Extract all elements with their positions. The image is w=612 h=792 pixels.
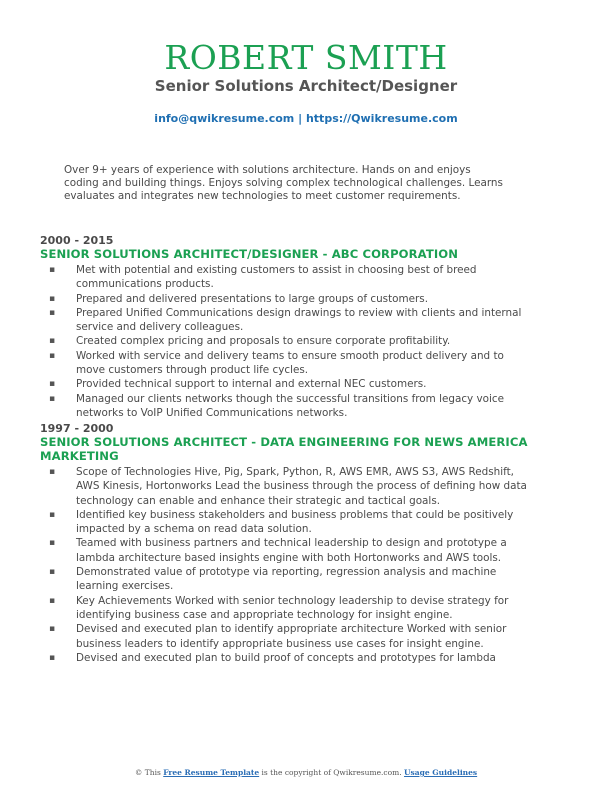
bullet-icon: ▪ xyxy=(49,393,56,404)
job-title: SENIOR SOLUTIONS ARCHITECT - DATA ENGINEERING FOR NEWS AMERICA MARKETING xyxy=(40,435,528,463)
bullet-item: ▪ Provided technical support to internal and external NEC customers. xyxy=(49,378,427,391)
website-link[interactable]: https://Qwikresume.com xyxy=(305,112,458,125)
bullet-item: ▪ Met with potential and existing customers to assist in choosing best of breed communications products. xyxy=(49,264,477,291)
bullet-item: ▪ Devised and executed plan to identify appropriate architecture Worked with senior business leaders to identify appropriate business use cases for insight engine. xyxy=(49,623,507,650)
contact-line xyxy=(0,112,612,125)
job-bullets xyxy=(40,465,530,665)
bullet-icon: ▪ xyxy=(49,538,56,549)
bullet-item: ▪ Worked with service and delivery teams to ensure smooth product delivery and to move customers through product life cycles. xyxy=(49,349,504,377)
footer: © This Free Resume Template is the copyright of Qwikresume.com. Usage Guidelines xyxy=(134,768,478,777)
bullet-icon: ▪ xyxy=(49,467,56,477)
bullet-item: ▪ Key Achievements Worked with senior technology leadership to devise strategy for identifying business case and appropriate technology for insight engine. xyxy=(49,594,509,621)
bullet-item: ▪ Managed our clients networks though the successful transitions from legacy voice networks to VoIP Unified Communications networks. xyxy=(49,392,504,419)
bullet-item: ▪ Prepared Unified Communications design drawings to review with clients and internal service and delivery colleagues. xyxy=(49,306,522,334)
bullet-item: ▪ Identified key business stakeholders and business problems that could be positively impacted by a schema on read data solution. xyxy=(49,508,514,536)
job-title: SENIOR SOLUTIONS ARCHITECT/DESIGNER - ABC CORPORATION xyxy=(40,247,459,261)
bullet-item: ▪ Teamed with business partners and technical leadership to design and prototype a lambda architecture based insights engine with both Hortonworks and AWS tools. xyxy=(49,537,507,564)
job-dates: 1997 - 2000 xyxy=(40,422,114,435)
bullet-icon: ▪ xyxy=(49,307,56,318)
bullet-item: ▪ Devised and executed plan to build proof of concepts and prototypes for lambda xyxy=(49,651,496,664)
bullet-item: ▪ Demonstrated value of prototype via reporting, regression analysis and machine learning exercises. xyxy=(49,566,497,593)
candidate-name: ROBERT SMITH xyxy=(164,38,448,77)
bullet-icon: ▪ xyxy=(49,509,56,520)
candidate-title: Senior Solutions Architect/Designer xyxy=(154,77,458,95)
job-bullets xyxy=(40,263,530,420)
bullet-icon: ▪ xyxy=(49,624,56,635)
usage-guidelines-link[interactable]: Usage Guidelines xyxy=(404,768,478,777)
bullet-icon: ▪ xyxy=(49,336,56,347)
bullet-icon: ▪ xyxy=(49,265,56,275)
job-entry xyxy=(40,234,530,420)
summary-text: Over 9+ years of experience with solutions architecture. Hands on and enjoys coding and building things. Enjoys solving complex technological challenges. Learns evaluates and integrates new technologies to meet customer requirements. xyxy=(64,164,503,203)
free-resume-template-link[interactable]: Free Resume Template xyxy=(163,768,260,777)
bullet-icon: ▪ xyxy=(49,567,56,578)
contact-separator: | xyxy=(294,112,306,125)
job-entry xyxy=(40,422,530,665)
bullet-icon: ▪ xyxy=(49,350,56,361)
bullet-item: ▪ Prepared and delivered presentations to large groups of customers. xyxy=(49,292,429,305)
bullet-icon: ▪ xyxy=(49,652,56,663)
email-link[interactable]: info@qwikresume.com xyxy=(154,112,295,125)
bullet-icon: ▪ xyxy=(49,595,56,606)
bullet-item: ▪ Created complex pricing and proposals to ensure corporate profitability. xyxy=(49,335,451,348)
bullet-icon: ▪ xyxy=(49,293,56,304)
bullet-item: ▪ Scope of Technologies Hive, Pig, Spark, Python, R, AWS EMR, AWS S3, AWS Redshift, AWS Kinesis, Hortonworks Lead the business through the process of defining how data technology can enable and enhance their strategic and tactical goals. xyxy=(49,466,527,507)
job-dates: 2000 - 2015 xyxy=(40,234,114,247)
bullet-icon: ▪ xyxy=(49,379,56,390)
